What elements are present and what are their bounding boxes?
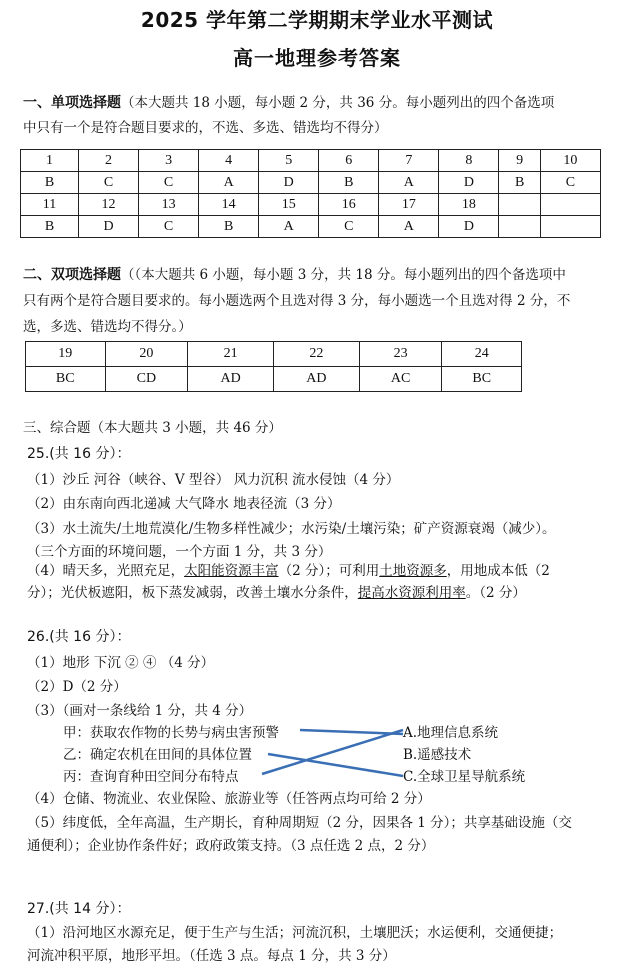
single-choice-table-cell: 1 — [21, 150, 79, 172]
q26-answer-1: （1）地形 下沉 ② ④ （4 分） — [27, 655, 215, 671]
single-choice-table-cell: 10 — [540, 150, 600, 172]
q26-answer-2: （2）D（2 分） — [27, 679, 127, 695]
double-choice-table-cell: 19 — [26, 342, 106, 367]
double-choice-table-cell: 20 — [105, 342, 188, 367]
section2-desc-line3: 选，多选、错选均不得分。） — [23, 319, 192, 335]
single-choice-table-cell: A — [379, 216, 439, 238]
single-choice-table-cell: 6 — [319, 150, 379, 172]
single-choice-table-cell: C — [540, 172, 600, 194]
q26-heading: 26.(共 16 分）： — [27, 629, 131, 645]
single-choice-table-cell: B — [199, 216, 259, 238]
single-choice-table-cell: C — [319, 216, 379, 238]
single-choice-table-cell: 13 — [139, 194, 199, 216]
q26-left-item-jia: 甲：获取农作物的长势与病虫害预警 — [63, 725, 279, 741]
single-choice-table-cell: C — [139, 216, 199, 238]
single-choice-table-cell: A — [379, 172, 439, 194]
single-choice-table-cell: C — [79, 172, 139, 194]
q25-answer-2: （2）由东南向西北递减 大气降水 地表径流（3 分） — [27, 496, 341, 512]
section1-heading: 一、单项选择题 — [23, 95, 121, 111]
q25-answer-4-text-d: 分）；光伏板遮阳，板下蒸发减弱，改善土壤水分条件， — [27, 585, 358, 601]
double-choice-table-cell: 24 — [442, 342, 522, 367]
single-choice-table-cell: A — [259, 216, 319, 238]
single-choice-table-cell: C — [139, 172, 199, 194]
q26-answer-5-line1: （5）纬度低，全年高温，生产期长，育种周期短（2 分，因果各 1 分）；共享基础设施（交 — [27, 815, 572, 831]
q26-left-item-yi: 乙：确定农机在田间的具体位置 — [63, 747, 252, 763]
q25-answer-4-underline-c: 提高水资源利用率 — [357, 585, 466, 601]
single-choice-table-cell: 3 — [139, 150, 199, 172]
single-choice-table-cell: 11 — [21, 194, 79, 216]
q25-answer-1: （1）沙丘 河谷（峡谷、V 型谷） 风力沉积 流水侵蚀（4 分） — [27, 472, 400, 488]
single-choice-table-cell: B — [319, 172, 379, 194]
q25-answer-4-text-a: （4）晴天多，光照充足， — [27, 563, 185, 579]
single-choice-table-cell: 2 — [79, 150, 139, 172]
single-choice-table-cell: 16 — [319, 194, 379, 216]
double-choice-table-cell: AD — [188, 367, 274, 392]
single-choice-table-cell: 14 — [199, 194, 259, 216]
match-line-jia-b — [300, 730, 403, 734]
q26-right-item-a: A.地理信息系统 — [403, 725, 499, 741]
single-choice-table-cell: 15 — [259, 194, 319, 216]
q25-answer-4-text-b: （2 分）；可利用 — [278, 563, 380, 579]
double-choice-table-cell: BC — [26, 367, 106, 392]
single-choice-table-cell: D — [439, 172, 499, 194]
q25-answer-3-note: （三个方面的环境问题，一个方面 1 分，共 3 分） — [27, 544, 332, 560]
double-choice-table-cell: AC — [359, 367, 442, 392]
q27-answer-1-line1: （1）沿河地区水源充足，便于生产与生活；河流沉积，土壤肥沃；水运便利，交通便捷； — [27, 925, 563, 941]
q25-heading: 25.(共 16 分）： — [27, 446, 131, 462]
section1-desc-line1: （本大题共 18 小题，每小题 2 分，共 36 分。每小题列出的四个备选项 — [121, 95, 555, 111]
document-title: 2025 学年第二学期期末学业水平测试 — [140, 8, 494, 32]
single-choice-table-cell: 17 — [379, 194, 439, 216]
single-choice-table-cell: B — [499, 172, 540, 194]
single-choice-table-cell: 9 — [499, 150, 540, 172]
section3-desc: （本大题共 3 小题，共 46 分） — [90, 420, 282, 436]
q26-right-item-b: B.遥感技术 — [403, 747, 472, 763]
q26-left-item-bing: 丙：查询育种田空间分布特点 — [63, 769, 239, 785]
single-choice-table-cell: B — [21, 172, 79, 194]
match-line-bing-a — [262, 730, 403, 774]
double-choice-table-cell: 21 — [188, 342, 274, 367]
double-choice-table-cell: AD — [273, 367, 359, 392]
single-choice-table-cell: D — [259, 172, 319, 194]
single-choice-table-cell: A — [199, 172, 259, 194]
q26-right-item-c: C.全球卫星导航系统 — [403, 769, 526, 785]
single-choice-table-cell: 7 — [379, 150, 439, 172]
single-choice-table-cell: 18 — [439, 194, 499, 216]
q25-answer-4-text-c: ，用地成本低（2 — [446, 563, 550, 579]
q25-answer-4-underline-a: 太阳能资源丰富 — [184, 563, 279, 579]
single-choice-table-cell: 5 — [259, 150, 319, 172]
section3-heading: 三、综合题 — [23, 420, 91, 436]
single-choice-table-cell: 12 — [79, 194, 139, 216]
q25-answer-4-underline-b: 土地资源多 — [379, 563, 447, 579]
section2-desc-line1: （（本大题共 6 小题，每小题 3 分，共 18 分。每小题列出的四个备选项中 — [121, 267, 566, 283]
double-choice-table-cell: CD — [105, 367, 188, 392]
double-choice-table-cell: 22 — [273, 342, 359, 367]
q26-answer-5-line2: 通便利）；企业协作条件好；政府政策支持。（3 点任选 2 点，2 分） — [27, 838, 435, 854]
document-subtitle: 高一地理参考答案 — [233, 46, 401, 70]
q25-answer-4-text-e: 。（2 分） — [465, 585, 526, 601]
section2-heading: 二、双项选择题 — [23, 267, 121, 283]
q26-answer-4: （4）仓储、物流业、农业保险、旅游业等（任答两点均可给 2 分） — [27, 791, 431, 807]
double-choice-table-cell: BC — [442, 367, 522, 392]
q26-answer-3-instruction: （3）（画对一条线给 1 分，共 4 分） — [27, 703, 253, 719]
single-choice-table-cell: B — [21, 216, 79, 238]
single-choice-table-cell: D — [439, 216, 499, 238]
single-choice-table-cell: 8 — [439, 150, 499, 172]
q25-answer-3: （3）水土流失/土地荒漠化/生物多样性减少；水污染/土壤污染；矿产资源衰竭（减少）。 — [27, 521, 556, 537]
single-choice-table-cell: D — [79, 216, 139, 238]
section2-desc-line2: 只有两个是符合题目要求的。每小题选两个且选对得 3 分，每小题选一个且选对得 2 分，不 — [23, 293, 571, 309]
q27-answer-1-line2: 河流冲积平原，地形平坦。（任选 3 点。每点 1 分，共 3 分） — [27, 948, 396, 964]
q27-heading: 27.(共 14 分）： — [27, 901, 131, 917]
section1-desc-line2: 中只有一个是符合题目要求的，不选、多选、错选均不得分） — [23, 120, 388, 136]
double-choice-table-cell: 23 — [359, 342, 442, 367]
single-choice-table-cell: 4 — [199, 150, 259, 172]
